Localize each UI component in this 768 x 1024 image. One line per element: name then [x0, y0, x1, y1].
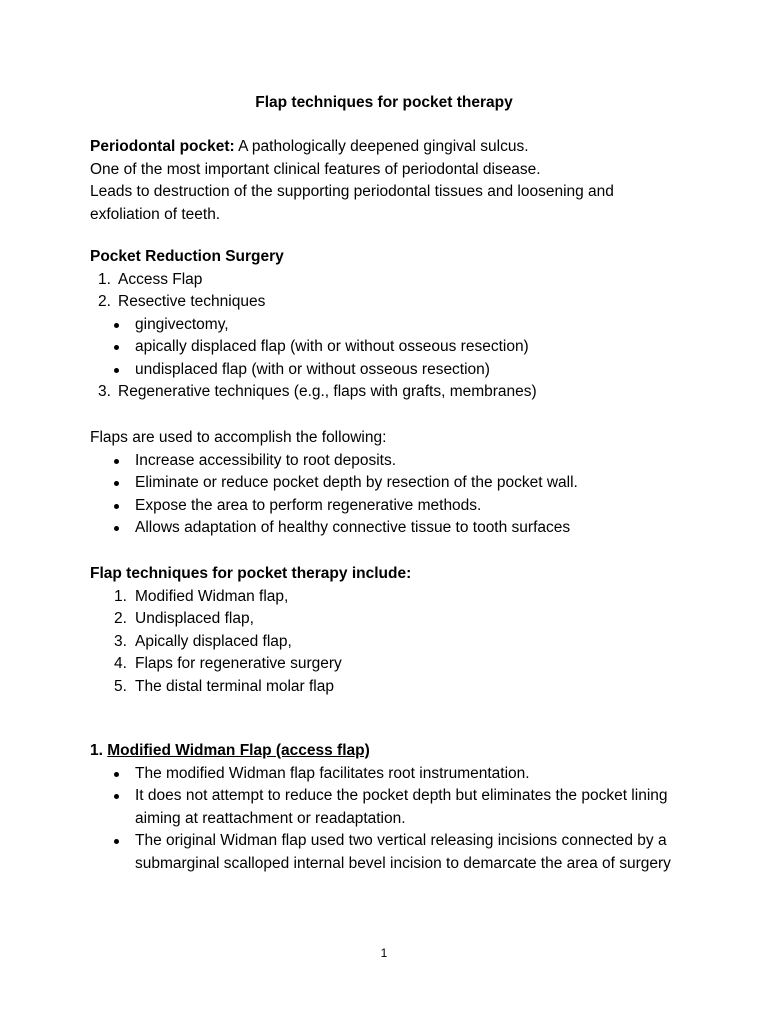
bullet-item: Increase accessibility to root deposits.: [90, 450, 690, 473]
purposes-intro: Flaps are used to accomplish the following:: [90, 429, 387, 446]
intro-section: [90, 136, 690, 226]
bullet-icon: [114, 526, 119, 531]
bullet-item: The original Widman flap used two vertical releasing incisions connected by a submarginal scalloped internal bevel incision to demarcate the area of surgery: [90, 830, 695, 875]
bullet-item: apically displaced flap (with or without osseous resection): [90, 336, 690, 359]
bullet-item: gingivectomy,: [90, 314, 690, 337]
page-number: 1: [380, 946, 388, 960]
section-heading: Flap techniques for pocket therapy include:: [90, 565, 412, 582]
intro-line-2: One of the most important clinical features of periodontal disease.: [90, 160, 541, 178]
purposes-section: [90, 427, 690, 540]
numbered-item: 1. Modified Widman flap,: [114, 587, 289, 605]
bullet-item: Allows adaptation of healthy connective tissue to tooth surfaces: [90, 517, 690, 540]
numbered-item: 2. Undisplaced flap,: [114, 610, 254, 627]
widman-section: [90, 740, 690, 875]
bullet-icon: [114, 323, 119, 328]
bullet-item: Expose the area to perform regenerative methods.: [90, 495, 690, 518]
bullet-icon: [114, 459, 119, 464]
page-title: Flap techniques for pocket therapy: [255, 94, 513, 111]
numbered-item: 3. Apically displaced flap,: [114, 632, 292, 650]
reduction-section: [90, 246, 690, 404]
section-heading: Pocket Reduction Surgery: [90, 248, 284, 265]
bullet-icon: [114, 368, 119, 373]
section-heading: 1. Modified Widman Flap (access flap): [90, 742, 370, 759]
numbered-item: 4. Flaps for regenerative surgery: [114, 655, 342, 672]
bullet-icon: [114, 772, 119, 777]
numbered-item: 3. Regenerative techniques (e.g., flaps with grafts, membranes): [98, 383, 537, 400]
bullet-item: undisplaced flap (with or without osseous resection): [90, 359, 690, 382]
bullet-item: Eliminate or reduce pocket depth by resection of the pocket wall.: [90, 472, 690, 495]
numbered-item: 1. Access Flap: [98, 270, 203, 288]
definition-text: A pathologically deepened gingival sulcus.: [234, 138, 529, 155]
numbered-item: 2. Resective techniques: [98, 293, 266, 310]
widman-heading: Modified Widman Flap (access flap): [107, 742, 370, 759]
bullet-icon: [114, 794, 119, 799]
bullet-icon: [114, 504, 119, 509]
bullet-icon: [114, 839, 119, 844]
intro-line-3: Leads to destruction of the supporting periodontal tissues and loosening and exfoliation of teeth.: [90, 183, 614, 223]
bullet-item: It does not attempt to reduce the pocket depth but eliminates the pocket lining aiming at reattachment or readaptation.: [90, 785, 675, 830]
bullet-icon: [114, 345, 119, 350]
bullet-item: The modified Widman flap facilitates root instrumentation.: [90, 763, 675, 786]
numbered-item: 5. The distal terminal molar flap: [114, 677, 334, 695]
definition-line: [90, 136, 690, 159]
bullet-icon: [114, 481, 119, 486]
techniques-section: [90, 563, 690, 698]
definition-term: Periodontal pocket:: [90, 138, 235, 155]
